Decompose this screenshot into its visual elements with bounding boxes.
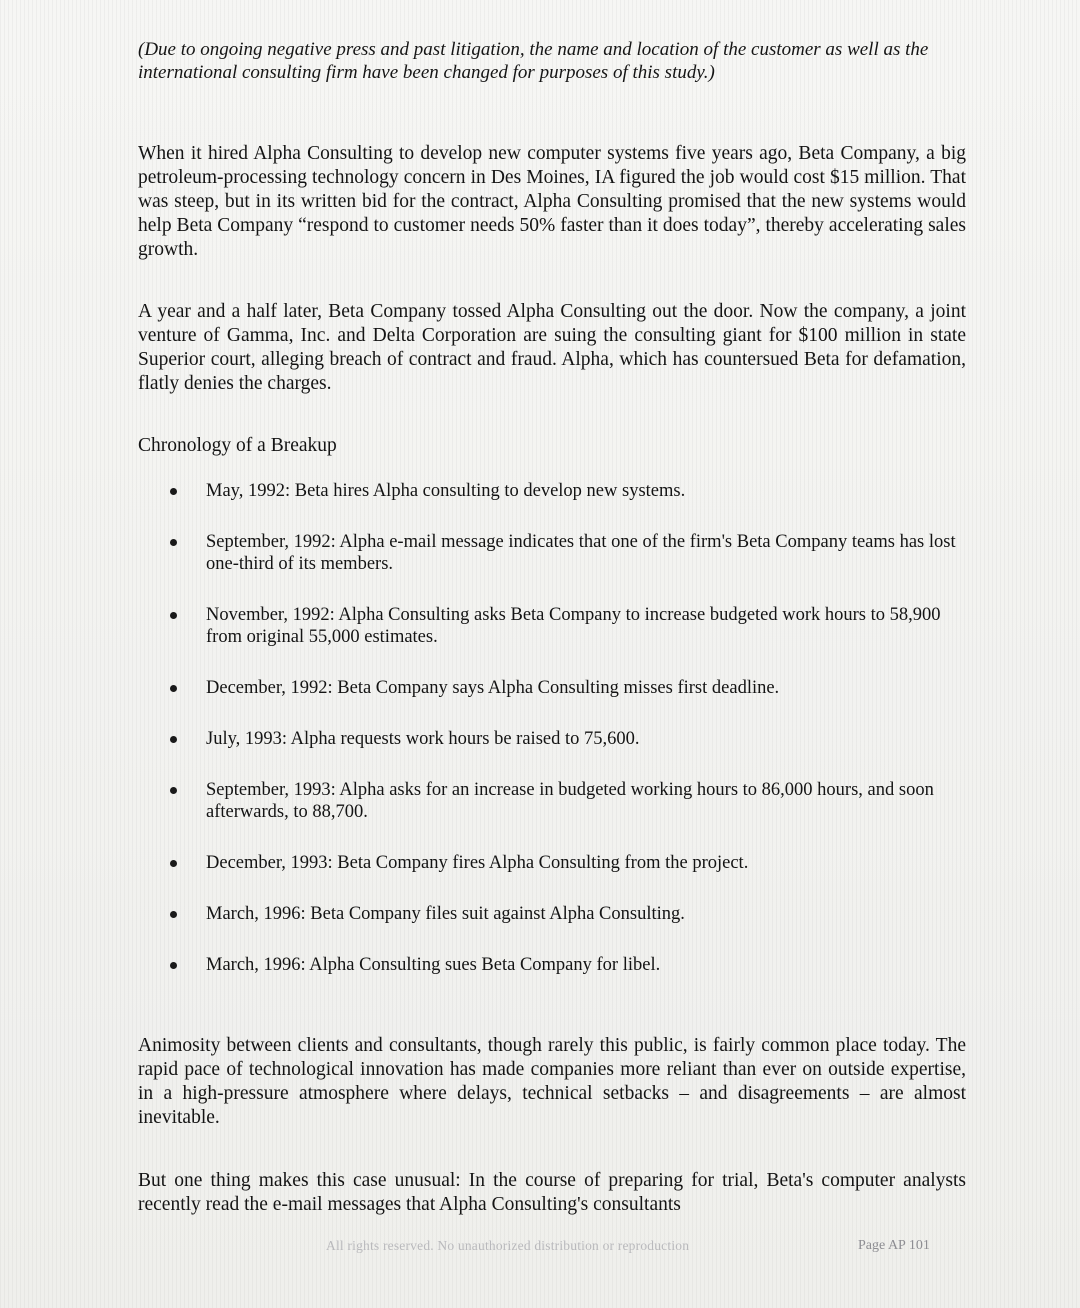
bullet-icon [170, 539, 177, 546]
chronology-item [160, 728, 970, 750]
chronology-item-text: November, 1992: Alpha Consulting asks Beta Company to increase budgeted work hours to 58,900 from original 55,000 estimates. [206, 605, 941, 647]
bullet-icon [170, 860, 177, 867]
page-number: Page AP 101 [858, 1238, 930, 1253]
chronology-item [160, 531, 970, 575]
paragraph-lawsuit: A year and a half later, Beta Company tossed Alpha Consulting out the door. Now the company, a joint venture of Gamma, Inc. and Delta Corporation are suing the consulting giant for $100 million in state Superior court, alleging breach of contract and fraud. Alpha, which has countersued Beta for defamation, flatly denies the charges. [138, 301, 966, 394]
bullet-icon [170, 488, 177, 495]
bullet-icon [170, 685, 177, 692]
paragraph-unusual-case: But one thing makes this case unusual: In the course of preparing for trial, Beta's computer analysts recently read the e-mail messages that Alpha Consulting's consultants [138, 1170, 966, 1215]
bullet-icon [170, 787, 177, 794]
bullet-icon [170, 962, 177, 969]
chronology-item [160, 903, 970, 925]
footer-rights-notice: All rights reserved. No unauthorized distribution or reproduction [326, 1238, 690, 1253]
paragraph-intro: When it hired Alpha Consulting to develop new computer systems five years ago, Beta Company, a big petroleum-processing technology concern in Des Moines, IA figured the job would cost $15 million. That was steep, but in its written bid for the contract, Alpha Consulting promised that the new systems would help Beta Company “respond to customer needs 50% faster than it does today”, thereby accelerating sales growth. [138, 143, 966, 260]
chronology-item-text: December, 1992: Beta Company says Alpha Consulting misses first deadline. [206, 678, 780, 698]
chronology-item [160, 677, 970, 699]
chronology-item [160, 604, 970, 648]
bullet-icon [170, 736, 177, 743]
chronology-item [160, 779, 970, 823]
chronology-item [160, 480, 970, 502]
chronology-list [160, 480, 970, 1005]
chronology-item-text: May, 1992: Beta hires Alpha consulting to develop new systems. [206, 481, 686, 501]
disclaimer-note: (Due to ongoing negative press and past litigation, the name and location of the customer as well as the international consulting firm have been changed for purposes of this study.) [138, 39, 929, 83]
chronology-item [160, 954, 970, 976]
chronology-heading: Chronology of a Breakup [138, 435, 337, 456]
chronology-item-text: March, 1996: Alpha Consulting sues Beta Company for libel. [206, 955, 661, 975]
chronology-item-text: July, 1993: Alpha requests work hours be raised to 75,600. [206, 729, 640, 749]
chronology-item [160, 852, 970, 874]
chronology-item-text: September, 1992: Alpha e-mail message indicates that one of the firm's Beta Company teams has lost one-third of its members. [206, 532, 956, 574]
chronology-item-text: December, 1993: Beta Company fires Alpha Consulting from the project. [206, 853, 749, 873]
bullet-icon [170, 612, 177, 619]
chronology-item-text: September, 1993: Alpha asks for an increase in budgeted working hours to 86,000 hours, and soon afterwards, to 88,700. [206, 780, 934, 822]
bullet-icon [170, 911, 177, 918]
paragraph-animosity: Animosity between clients and consultants, though rarely this public, is fairly common place today. The rapid pace of technological innovation has made companies more reliant than ever on outside expertise, in a high-pressure atmosphere where delays, technical setbacks – and disagreements – are almost inevitable. [138, 1035, 966, 1128]
chronology-item-text: March, 1996: Beta Company files suit against Alpha Consulting. [206, 904, 685, 924]
